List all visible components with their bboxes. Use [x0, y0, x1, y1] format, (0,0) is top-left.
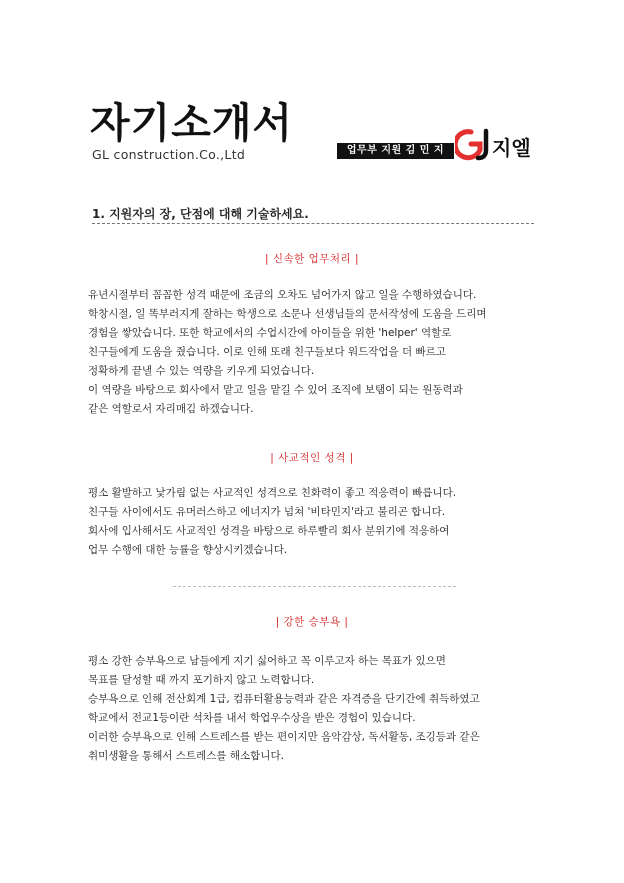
document-title: 자기소개서: [90, 99, 294, 147]
divider: [92, 223, 534, 224]
section-body-2: [88, 484, 456, 560]
section-heading-2: | 사교적인 성격 |: [270, 452, 354, 464]
section-body-1: [88, 286, 487, 419]
logo-wordmark: 지엘: [492, 136, 531, 160]
section-body-3: [88, 652, 480, 766]
text-line: 이 역량을 바탕으로 회사에서 맡고 일을 맡길 수 있어 조직에 보탬이 되는 원동력과: [88, 384, 463, 396]
text-line: 같은 역할로서 자리매김 하겠습니다.: [88, 403, 254, 415]
section-separator: [173, 586, 456, 587]
text-line: 평소 활발하고 낯가림 없는 사교적인 성격으로 친화력이 좋고 적응력이 빠릅니다.: [88, 487, 457, 499]
question-title: 1. 지원자의 장, 단점에 대해 기술하세요.: [92, 207, 309, 221]
text-line: 이러한 승부욕으로 인해 스트레스를 받는 편이지만 음악감상, 독서활동, 조깅등과 같은: [88, 731, 480, 743]
text-line: 친구들 사이에서도 유머러스하고 에너지가 넘쳐 '비타민지'라고 불리곤 합니다.: [88, 506, 446, 518]
text-line: 평소 강한 승부욕으로 남들에게 지기 싫어하고 꼭 이루고자 하는 목표가 있으면: [88, 655, 446, 667]
company-name: GL construction.Co.,Ltd: [92, 147, 246, 162]
text-line: 목표를 달성할 때 까지 포기하지 않고 노력합니다.: [88, 674, 315, 686]
text-line: 회사에 입사해서도 사교적인 성격을 바탕으로 하루빨리 회사 분위기에 적응하여: [88, 525, 450, 537]
text-line: 승부욕으로 인해 전산회계 1급, 컴퓨터활용능력과 같은 자격증을 단기간에 취득하였고: [88, 693, 480, 705]
text-line: 학창시절, 일 똑부러지게 잘하는 학생으로 소문나 선생님들의 문서작성에 도움을 드리며: [88, 308, 487, 320]
text-line: 학교에서 전교1등이란 석차를 내서 학업우수상을 받은 경험이 있습니다.: [88, 712, 416, 724]
section-heading-1: | 신속한 업무처리 |: [264, 253, 360, 265]
text-line: 정확하게 끝낼 수 있는 역량을 키우게 되었습니다.: [88, 365, 315, 377]
text-line: 취미생활을 통해서 스트레스를 해소합니다.: [88, 750, 284, 762]
text-line: 친구들에게 도움을 줬습니다. 이로 인해 또래 친구들보다 워드작업을 더 빠르고: [88, 346, 446, 358]
text-line: 경험을 쌓았습니다. 또한 학교에서의 수업시간에 아이들을 위한 'helper' 역할로: [88, 327, 452, 339]
applicant-badge: 업무부 지원 김 민 지: [337, 143, 454, 159]
text-line: 업무 수행에 대한 능률을 향상시키겠습니다.: [88, 544, 288, 556]
text-line: 유년시절부터 꼼꼼한 성격 때문에 조금의 오차도 넘어가지 않고 일을 수행하였습니다.: [88, 289, 477, 301]
section-heading-3: | 강한 승부욕 |: [275, 616, 349, 628]
